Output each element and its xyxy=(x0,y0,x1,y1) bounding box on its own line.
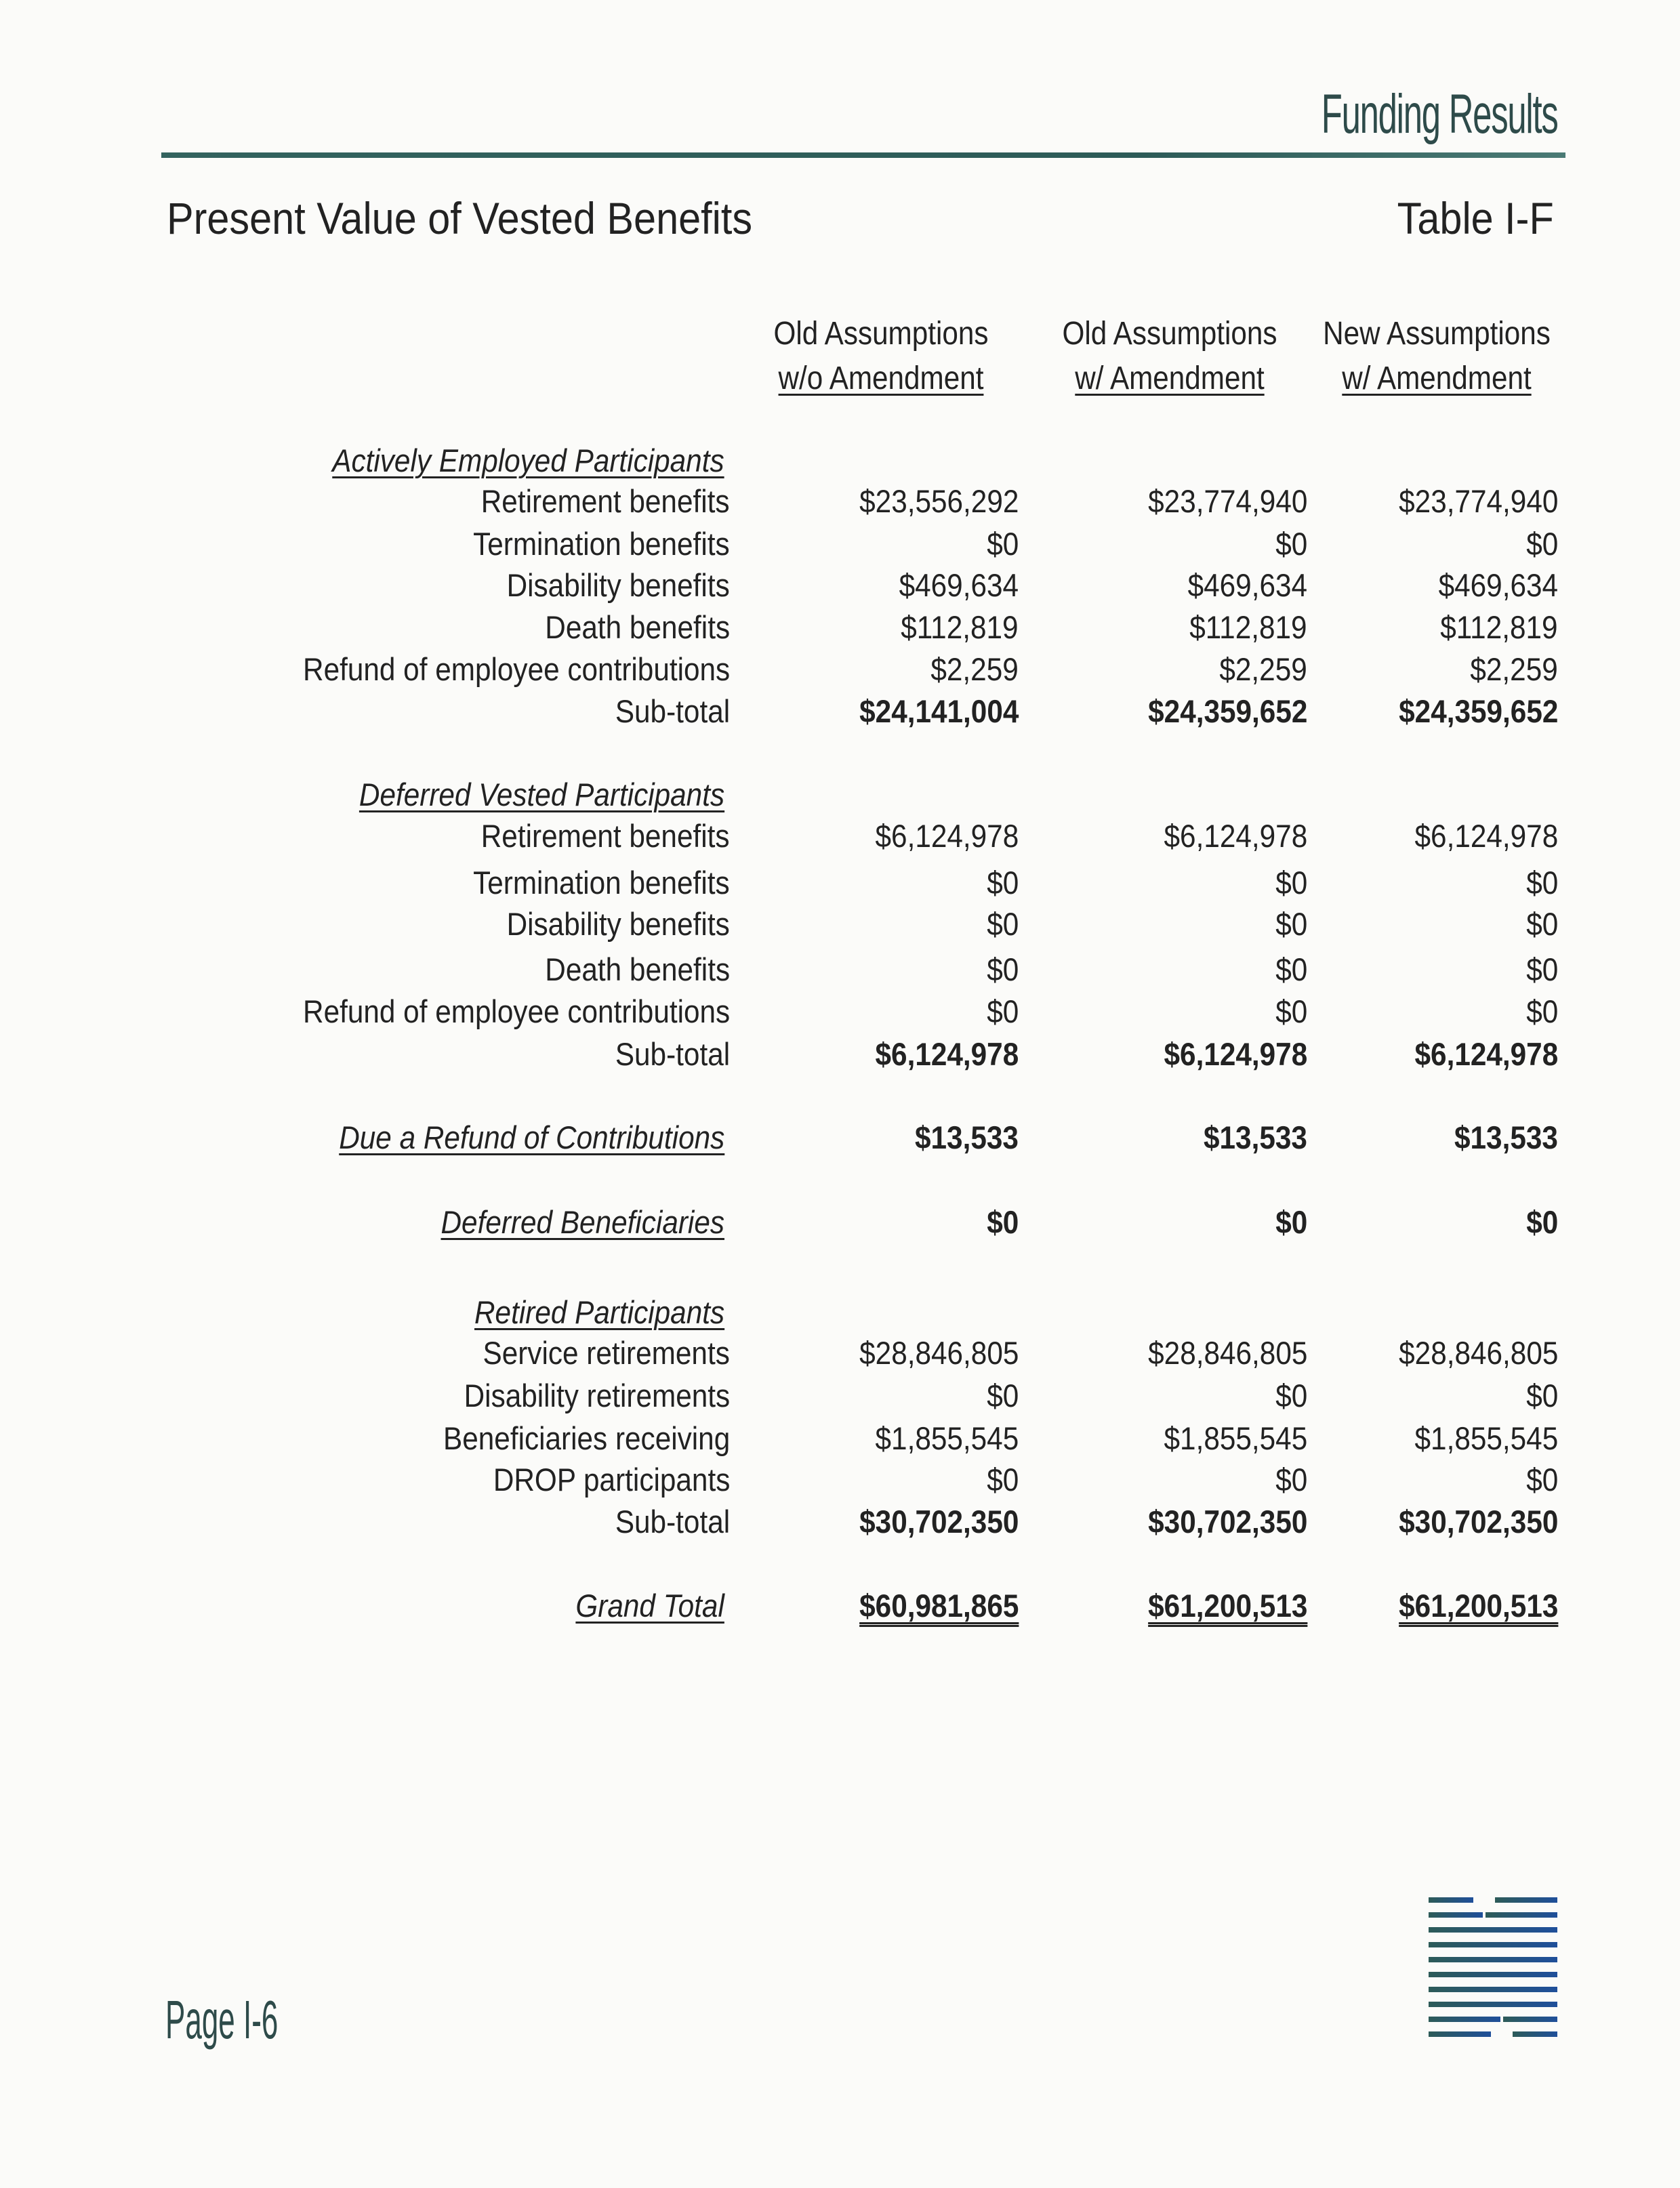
company-logo-icon xyxy=(1429,1895,1557,2057)
value-cell: $469,634 xyxy=(899,567,1019,603)
row-label: Actively Employed Participants xyxy=(332,442,724,478)
value-cell: $28,846,805 xyxy=(1398,1335,1558,1371)
row-label: Retirement benefits xyxy=(481,818,730,854)
row-label: Disability benefits xyxy=(506,567,730,603)
column-header-line1: Old Assumptions xyxy=(1062,316,1277,352)
value-cell: $0 xyxy=(986,906,1019,942)
value-cell: $0 xyxy=(1275,1378,1307,1413)
value-cell: $30,702,350 xyxy=(1147,1504,1307,1540)
value-cell: $6,124,978 xyxy=(875,1036,1019,1072)
value-cell: $23,556,292 xyxy=(859,483,1019,519)
row-label: Retired Participants xyxy=(474,1294,724,1330)
value-cell: $6,124,978 xyxy=(1414,1036,1558,1072)
row-label: Deferred Beneficiaries xyxy=(441,1204,724,1240)
row-label: Death benefits xyxy=(545,951,730,987)
column-header-line2: w/ Amendment xyxy=(1342,360,1532,396)
row-label: DROP participants xyxy=(493,1462,730,1498)
value-cell: $61,200,513 xyxy=(1398,1588,1558,1624)
row-label: Termination benefits xyxy=(473,526,730,562)
row-label: Disability retirements xyxy=(464,1378,730,1413)
row-label: Termination benefits xyxy=(473,865,730,901)
column-header-line1: Old Assumptions xyxy=(773,316,989,352)
section-header: Funding Results xyxy=(1322,83,1558,145)
value-cell: $112,819 xyxy=(901,609,1019,645)
row-label: Grand Total xyxy=(575,1588,724,1624)
row-label: Death benefits xyxy=(545,609,730,645)
value-cell: $0 xyxy=(986,1378,1019,1413)
value-cell: $0 xyxy=(1525,526,1558,562)
value-cell: $2,259 xyxy=(930,651,1019,687)
row-label: Due a Refund of Contributions xyxy=(338,1119,724,1155)
header-rule xyxy=(161,152,1565,158)
column-header-2 xyxy=(1044,312,1295,401)
value-cell: $0 xyxy=(986,1462,1019,1498)
value-cell: $23,774,940 xyxy=(1147,483,1307,519)
value-cell: $30,702,350 xyxy=(859,1504,1019,1540)
value-cell: $0 xyxy=(1525,1378,1558,1413)
value-cell: $0 xyxy=(1275,1204,1307,1240)
column-header-3 xyxy=(1311,312,1562,401)
row-label: Sub-total xyxy=(615,1036,730,1072)
value-cell: $0 xyxy=(1525,1204,1558,1240)
value-cell: $6,124,978 xyxy=(1164,818,1307,854)
value-cell: $61,200,513 xyxy=(1147,1588,1307,1624)
value-cell: $6,124,978 xyxy=(1164,1036,1307,1072)
row-label: Disability benefits xyxy=(506,906,730,942)
value-cell: $2,259 xyxy=(1219,651,1307,687)
column-header-line2: w/o Amendment xyxy=(778,360,984,396)
value-cell: $0 xyxy=(1275,906,1307,942)
row-label: Sub-total xyxy=(615,1504,730,1540)
row-label: Refund of employee contributions xyxy=(302,993,730,1029)
value-cell: $112,819 xyxy=(1189,609,1307,645)
value-cell: $13,533 xyxy=(1454,1119,1558,1155)
value-cell: $112,819 xyxy=(1440,609,1558,645)
value-cell: $0 xyxy=(986,526,1019,562)
value-cell: $6,124,978 xyxy=(1414,818,1558,854)
value-cell: $0 xyxy=(1525,1462,1558,1498)
value-cell: $0 xyxy=(1525,865,1558,901)
value-cell: $24,141,004 xyxy=(859,693,1019,729)
value-cell: $6,124,978 xyxy=(875,818,1019,854)
value-cell: $0 xyxy=(1275,865,1307,901)
value-cell: $0 xyxy=(1275,1462,1307,1498)
page-title: Present Value of Vested Benefits xyxy=(167,193,753,243)
value-cell: $60,981,865 xyxy=(859,1588,1019,1624)
table-label: Table I-F xyxy=(1397,193,1554,243)
page-number: Page I-6 xyxy=(165,1989,279,2050)
value-cell: $13,533 xyxy=(915,1119,1019,1155)
column-header-1 xyxy=(756,312,1006,401)
row-label: Sub-total xyxy=(615,693,730,729)
row-label: Service retirements xyxy=(483,1335,730,1371)
row-label: Retirement benefits xyxy=(481,483,730,519)
row-label: Refund of employee contributions xyxy=(302,651,730,687)
value-cell: $0 xyxy=(1525,993,1558,1029)
value-cell: $28,846,805 xyxy=(859,1335,1019,1371)
value-cell: $23,774,940 xyxy=(1398,483,1558,519)
value-cell: $24,359,652 xyxy=(1398,693,1558,729)
column-header-line1: New Assumptions xyxy=(1323,316,1551,352)
value-cell: $1,855,545 xyxy=(1414,1420,1558,1456)
value-cell: $24,359,652 xyxy=(1147,693,1307,729)
column-header-line2: w/ Amendment xyxy=(1075,360,1265,396)
value-cell: $0 xyxy=(1275,951,1307,987)
value-cell: $2,259 xyxy=(1470,651,1558,687)
value-cell: $13,533 xyxy=(1204,1119,1307,1155)
value-cell: $0 xyxy=(1525,906,1558,942)
value-cell: $0 xyxy=(1525,951,1558,987)
value-cell: $0 xyxy=(1275,526,1307,562)
value-cell: $1,855,545 xyxy=(875,1420,1019,1456)
value-cell: $0 xyxy=(986,865,1019,901)
value-cell: $469,634 xyxy=(1438,567,1558,603)
value-cell: $30,702,350 xyxy=(1398,1504,1558,1540)
value-cell: $469,634 xyxy=(1187,567,1307,603)
value-cell: $1,855,545 xyxy=(1164,1420,1307,1456)
value-cell: $0 xyxy=(1275,993,1307,1029)
value-cell: $0 xyxy=(986,993,1019,1029)
value-cell: $28,846,805 xyxy=(1147,1335,1307,1371)
value-cell: $0 xyxy=(986,951,1019,987)
row-label: Beneficiaries receiving xyxy=(443,1420,730,1456)
value-cell: $0 xyxy=(986,1204,1019,1240)
row-label: Deferred Vested Participants xyxy=(358,777,724,812)
